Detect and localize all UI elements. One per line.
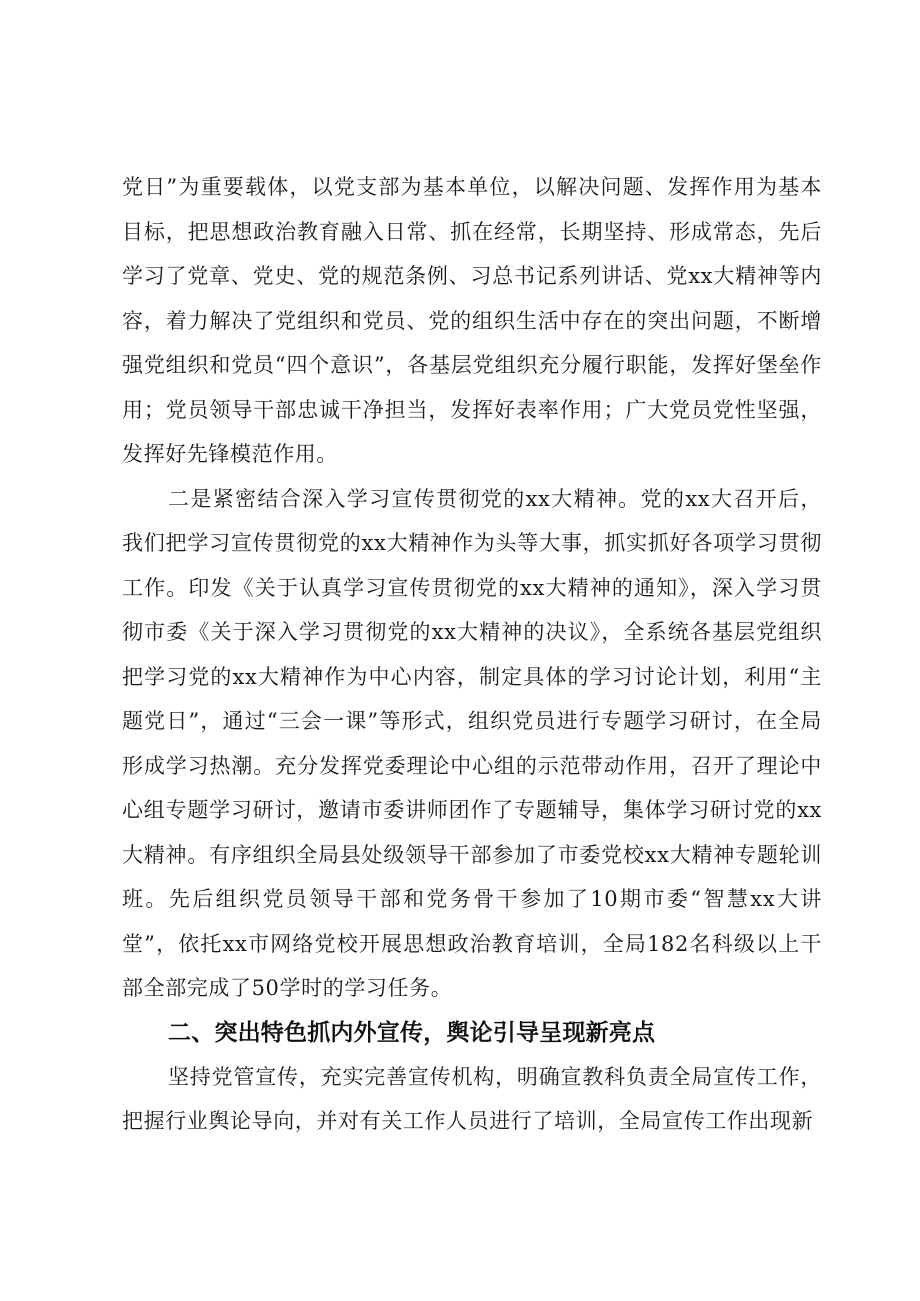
paragraph-publicity-management: 坚持党管宣传，充实完善宣传机构，明确宣教科负责全局宣传工作，把握行业舆论导向，并对有关工作人员进行了培训，全局宣传工作出现新 bbox=[122, 1064, 822, 1133]
section-heading-publicity: 二、突出特色抓内外宣传，舆论引导呈现新亮点 bbox=[168, 1019, 656, 1046]
paragraph-study-congress-spirit: 二是紧密结合深入学习宣传贯彻党的xx大精神。党的xx大召开后，我们把学习宣传贯彻党的xx大精神作为头等大事，抓实抓好各项学习贯彻工作。印发《关于认真学习宣传贯彻党的xx大精神的通知》，深入学习贯彻市委《关于深入学习贯彻党的xx大精神的决议》，全系统各基层党组织把学习党的xx大精神作为中心内容，制定具体的学习讨论计划，利用“主题党日”，通过“三会一课”等形式，组织党员进行专题学习研讨，在全局形成学习热潮。充分发挥党委理论中心组的示范带动作用，召开了理论中心组专题学习研讨，邀请市委讲师团作了专题辅导，集体学习研讨党的xx大精神。有序组织全局县处级领导干部参加了市委党校xx大精神专题轮训班。先后组织党员领导干部和党务骨干参加了10期市委“智慧xx大讲堂”，依托xx市网络党校开展思想政治教育培训，全局182名科级以上干部全部完成了50学时的学习任务。 bbox=[122, 486, 822, 1000]
document-body bbox=[122, 165, 822, 1144]
paragraph-party-day: 党日”为重要载体，以党支部为基本单位，以解决问题、发挥作用为基本目标，把思想政治教育融入日常、抓在经常，长期坚持、形成常态，先后学习了党章、党史、党的规范条例、习总书记系列讲话、党xx大精神等内容，着力解决了党组织和党员、党的组织生活中存在的突出问题，不断增强党组织和党员“四个意识”，各基层党组织充分履行职能，发挥好堡垒作用；党员领导干部忠诚干净担当，发挥好表率作用；广大党员党性坚强，发挥好先锋模范作用。 bbox=[122, 175, 822, 466]
